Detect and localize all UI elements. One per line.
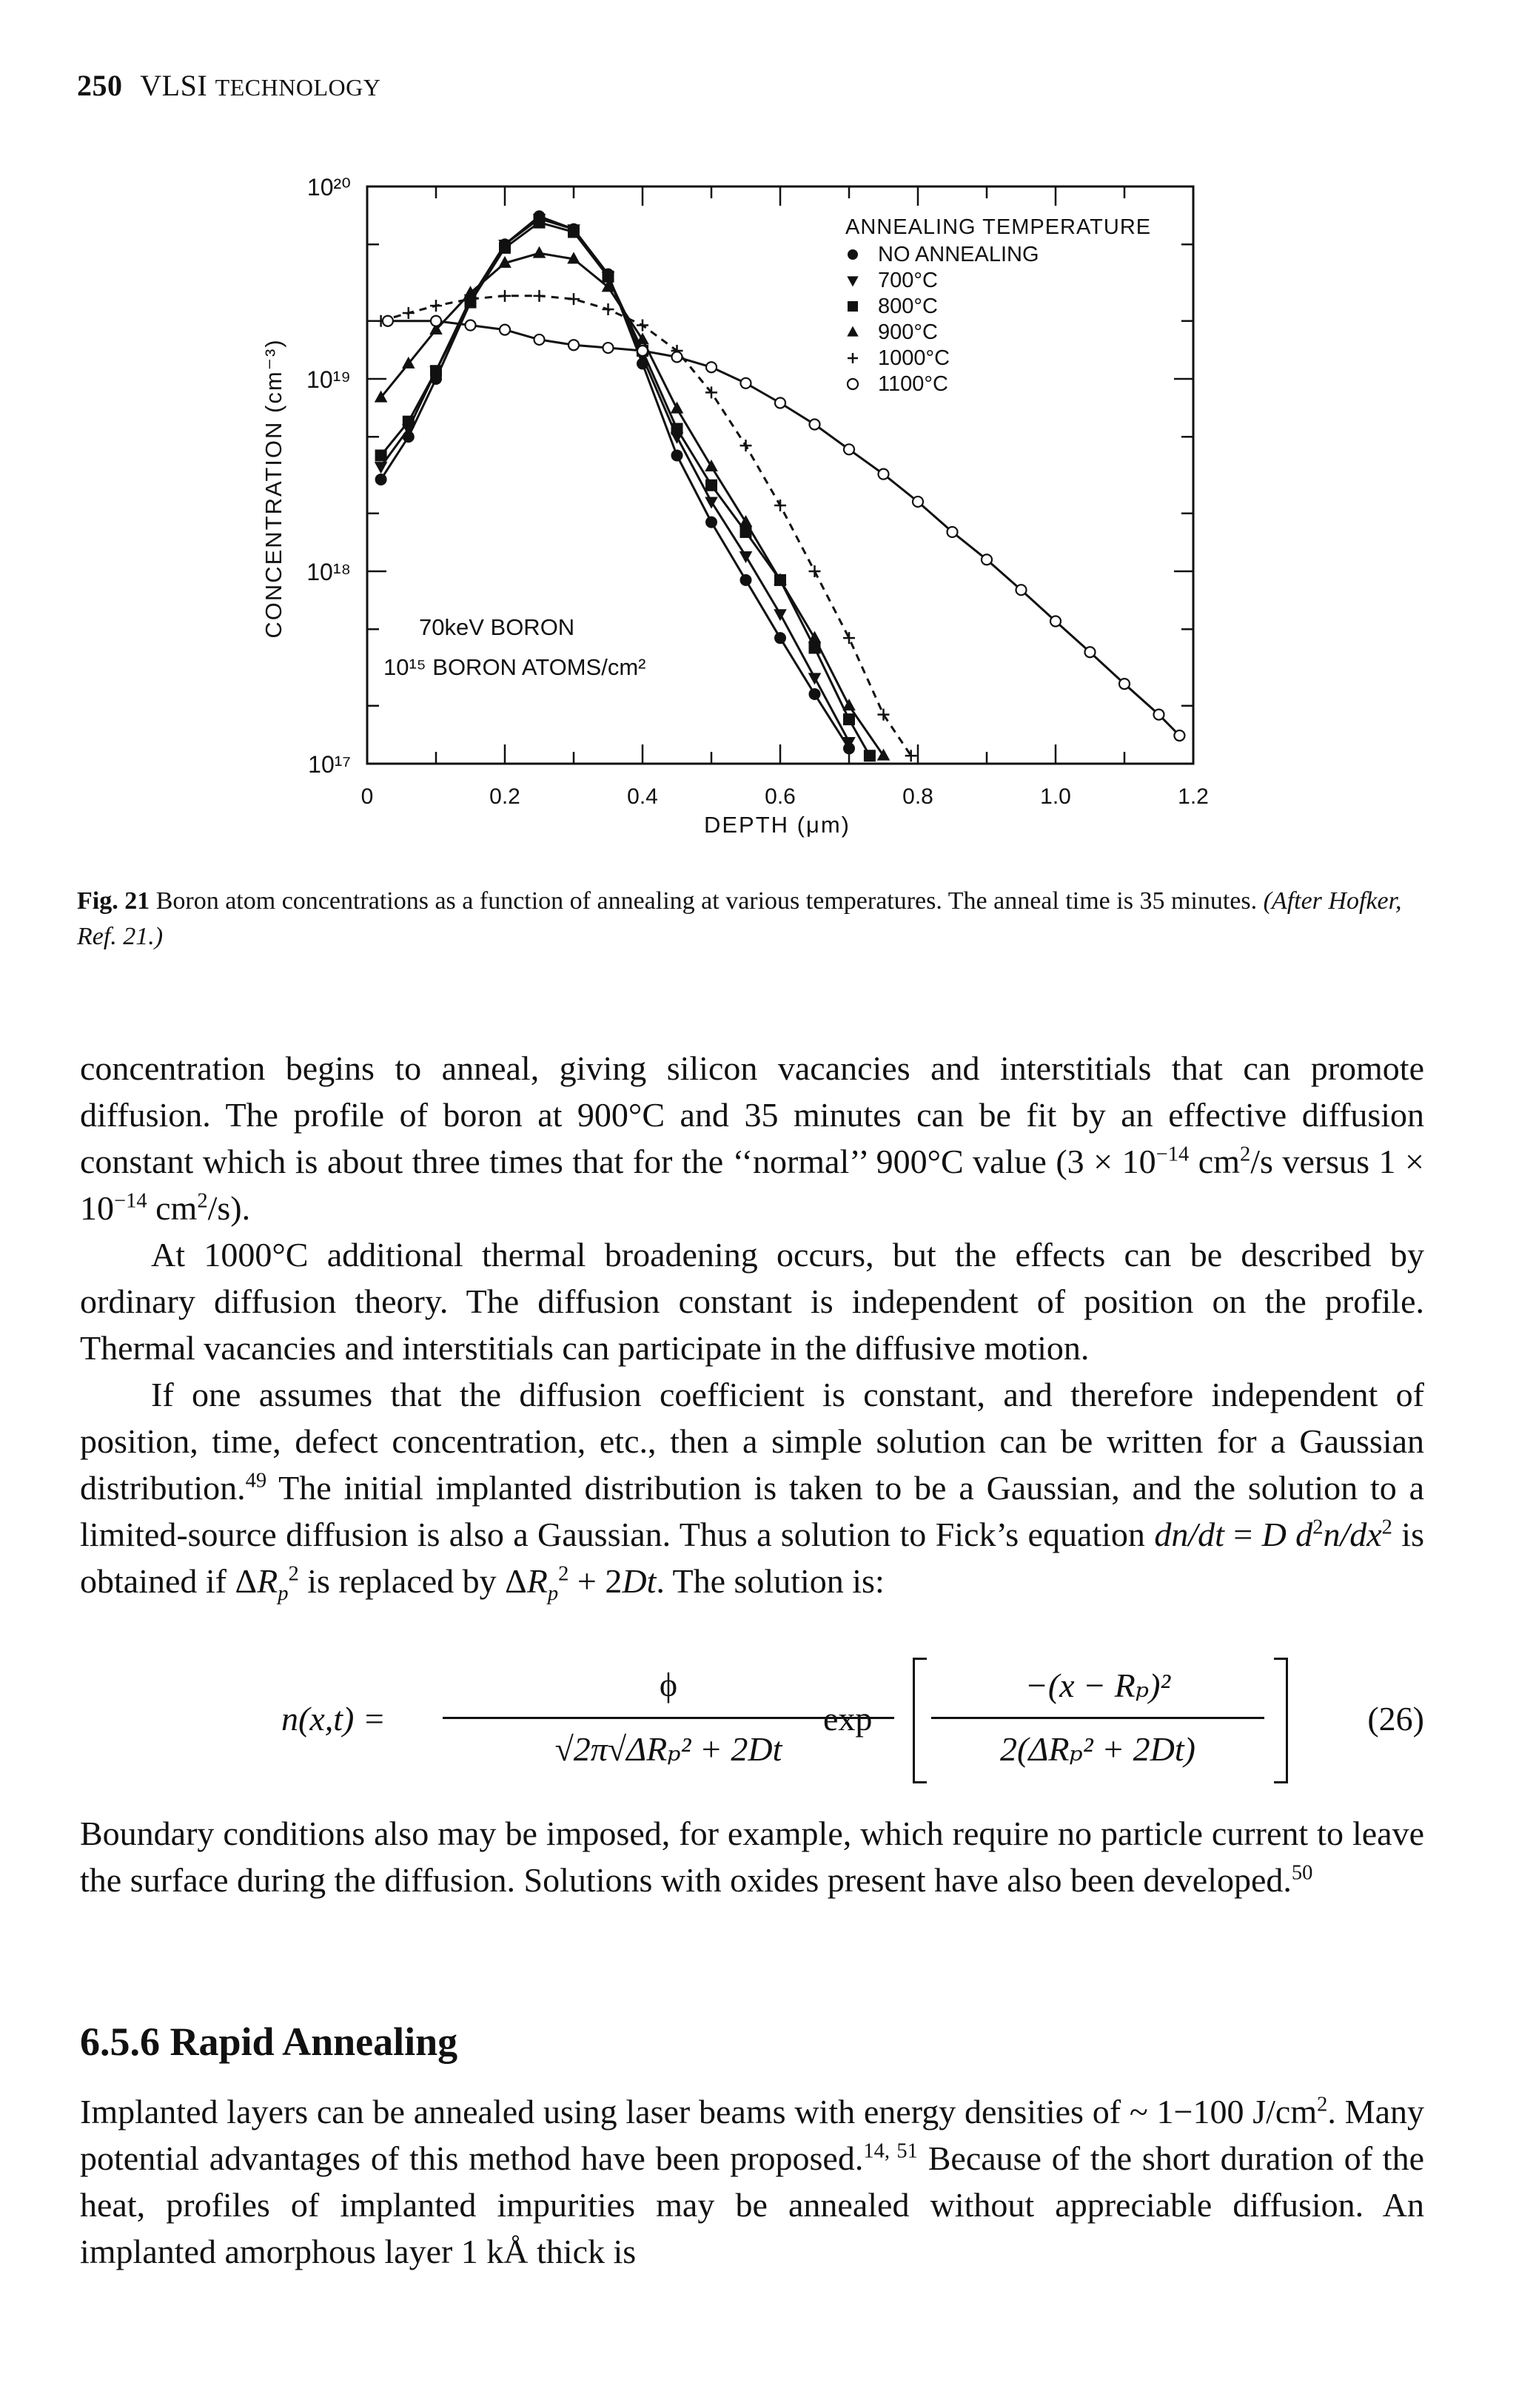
data-point [847, 276, 858, 286]
figure-label: Fig. 21 [77, 887, 150, 915]
x-tick-label: 1.0 [1040, 784, 1071, 809]
data-point [848, 353, 858, 363]
data-point [1016, 585, 1027, 595]
x-tick-label: 0.2 [489, 784, 520, 809]
data-point [844, 444, 854, 454]
y-axis-label: CONCENTRATION (cm⁻³) [261, 338, 286, 639]
data-point [671, 423, 683, 435]
paragraph-1: concentration begins to anneal, giving silicon vacancies and interstitials that can promote diffusion. The profile of boron at 900°C and 35 minutes can be fit by an effective diffusion constant which is about three times that for the ‘‘normal’’ 900°C value ($3 \times 10^{-14}$ $cm^2/s$ versus $1 \times 10^{-14}$ $cm^2/s$). [80, 1049, 1424, 1227]
data-point [466, 320, 476, 331]
data-point [848, 301, 858, 312]
data-point [534, 290, 546, 302]
data-point [1174, 730, 1184, 741]
legend-entry: 900°C [878, 320, 938, 344]
data-point [1050, 616, 1061, 627]
data-point [533, 246, 546, 258]
y-tick-label: 10²⁰ [306, 174, 351, 201]
data-point [842, 699, 856, 710]
data-point [603, 343, 614, 353]
equation-denominator: √2π√ΔRₚ² + 2Dt [554, 1730, 782, 1768]
y-tick-label: 10¹⁸ [306, 559, 351, 585]
data-point [1119, 679, 1130, 689]
data-point [499, 242, 511, 254]
data-point [568, 226, 580, 238]
paragraph-4: Boundary conditions also may be imposed, for example, which require no particle current to leave the surface during the diffusion. Solutions with oxides present have also been developed.$^{50}$ [80, 1815, 1424, 1899]
data-point [706, 362, 717, 372]
data-point [603, 303, 614, 315]
data-point [671, 449, 683, 461]
x-tick-label: 0.4 [627, 784, 658, 809]
data-point [672, 352, 682, 362]
concentration-chart [0, 0, 1516, 873]
data-point [879, 469, 889, 480]
legend-title: ANNEALING TEMPERATURE [845, 215, 1152, 239]
exp-denominator: 2(ΔRₚ² + 2Dt) [1000, 1730, 1195, 1768]
data-point [430, 300, 442, 312]
exp-fraction-bar [931, 1717, 1264, 1719]
data-point [375, 474, 387, 485]
legend-entry: 800°C [878, 295, 938, 318]
equation-26 [80, 1665, 1424, 1791]
data-point [403, 307, 415, 319]
data-point [905, 750, 917, 761]
data-point [705, 460, 718, 471]
paragraph-3: If one assumes that the diffusion coefficient is constant, and therefore independent of position, time, defect concentration, etc., then a simple solution can be written for a Gaussian distribution.$^{49}$ The initial implanted distribution is taken to be a Gaussian, and the solution to a limited-source diffusion is also a Gaussian. Thus a solution to Fick’s equation dn/dt = D $d^2n/dx^2$ is obtained if $\Delta R_p^2$ is replaced by $\Delta R_p^2 + 2Dt$. The solution is: [80, 1376, 1424, 1606]
running-title-caps: VLSI [140, 69, 208, 102]
data-point [740, 440, 752, 451]
data-point [848, 249, 858, 260]
data-point [637, 320, 648, 332]
data-point [499, 290, 511, 302]
data-point [775, 397, 785, 408]
equation-lhs: n(x,t) = [281, 1700, 386, 1738]
right-bracket [1274, 1658, 1288, 1783]
data-point [705, 480, 717, 491]
data-point [774, 609, 787, 621]
data-point [878, 709, 890, 721]
data-point [948, 527, 958, 537]
annotation-line-1: 70keV BORON [419, 614, 575, 640]
annotation-line-2: 10¹⁵ BORON ATOMS/cm² [383, 654, 646, 680]
data-point [568, 293, 580, 305]
data-point [843, 632, 855, 644]
data-point [741, 378, 751, 389]
running-title-smallcaps: TECHNOLOGY [215, 74, 381, 101]
legend-entry: 700°C [878, 269, 938, 292]
data-point [705, 517, 717, 528]
caption-source: (After Hofker, Ref. 21.) [77, 887, 1402, 950]
data-point [774, 632, 786, 644]
equation-number: (26) [1367, 1700, 1424, 1738]
y-tick-label: 10¹⁹ [306, 366, 351, 393]
y-tick-label: 10¹⁷ [308, 751, 351, 778]
data-point [740, 574, 752, 586]
data-point [810, 420, 820, 430]
section-number: 6.5.6 [80, 2019, 160, 2064]
data-point [808, 673, 822, 685]
data-point [431, 316, 441, 326]
legend-entry: 1000°C [878, 346, 950, 370]
data-point [403, 416, 415, 428]
section-title: Rapid Annealing [170, 2019, 458, 2064]
data-point [809, 565, 821, 577]
exp-numerator: −(x − Rₚ)² [1024, 1667, 1171, 1704]
equation-numerator: ϕ [659, 1666, 678, 1704]
figure-caption [77, 884, 1424, 955]
legend-entry: NO ANNEALING [878, 243, 1039, 266]
x-tick-label: 0 [360, 784, 374, 809]
data-point [568, 340, 579, 350]
paragraph-5: Implanted layers can be annealed using laser beams with energy densities of ~ 1−100 $J/cm^2$. Many potential advantages of this method have been proposed.$^{14, 51}$ Because of the short duration of the heat, profiles of implanted impurities may be annealed without appreciable diffusion. An implanted amorphous layer 1 kÅ thick is [80, 2093, 1424, 2270]
data-point [739, 551, 753, 563]
data-point [534, 217, 546, 229]
page-number: 250 [77, 69, 123, 102]
x-tick-label: 0.6 [765, 784, 796, 809]
data-point [848, 379, 858, 389]
data-point [913, 497, 923, 507]
data-point [774, 500, 786, 511]
x-tick-label: 1.2 [1178, 784, 1209, 809]
data-point [637, 346, 648, 356]
data-point [982, 554, 992, 565]
data-point [383, 316, 393, 326]
data-point [1154, 710, 1164, 720]
exp-label: exp [823, 1700, 873, 1738]
data-point [671, 402, 684, 414]
data-point [847, 326, 858, 337]
x-tick-label: 0.8 [902, 784, 933, 809]
caption-text: Boron atom concentrations as a function of annealing at various temperatures. The anneal time is 35 minutes. [150, 887, 1264, 915]
data-point [1085, 647, 1096, 657]
data-point [430, 365, 442, 377]
data-point [843, 713, 855, 725]
data-point [534, 334, 545, 345]
data-point [809, 688, 821, 700]
x-axis-label: DEPTH (μm) [703, 812, 851, 838]
data-point [375, 449, 387, 461]
paragraph-2: At 1000°C additional thermal broadening occurs, but the effects can be described by ordinary diffusion theory. The diffusion constant is independent of position on the profile. Thermal vacancies and interstitials can participate in the diffusive motion. [80, 1236, 1424, 1367]
data-point [864, 750, 876, 761]
legend-entry: 1100°C [878, 372, 948, 396]
section-heading [80, 2019, 457, 2065]
data-point [500, 325, 510, 335]
